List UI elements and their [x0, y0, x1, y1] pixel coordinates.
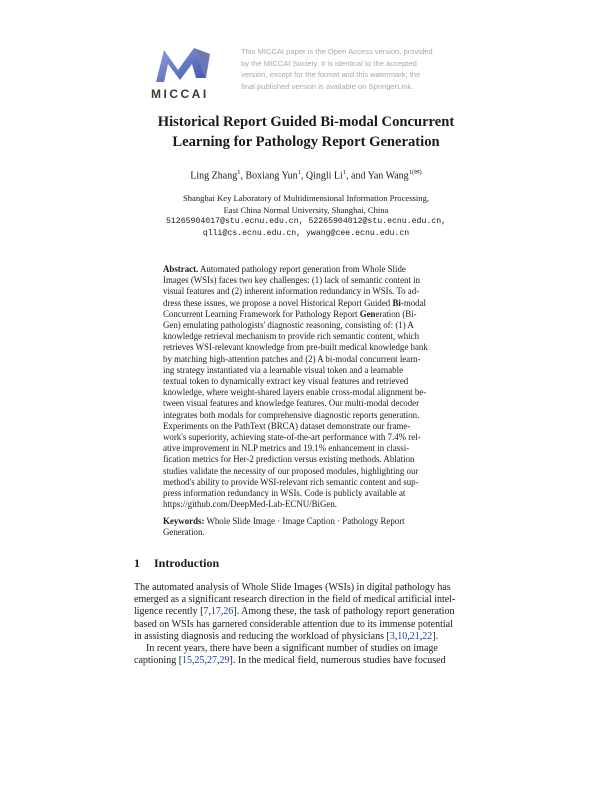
- body-line: The automated analysis of Whole Slide Images (WSIs) in digital pathology has: [134, 582, 451, 593]
- affiliation-line: East China Normal University, Shanghai, China: [223, 204, 389, 215]
- abstract-line: work's superiority, achieving state-of-the-art performance with 7.4% rel-: [163, 432, 421, 443]
- abstract-emphasis: Bi: [392, 297, 401, 308]
- citation-link[interactable]: 17: [210, 606, 221, 618]
- section-number: 1: [134, 556, 140, 570]
- body-text-run: ].: [432, 630, 439, 642]
- abstract-line: visual features and (2) inherent information redundancy in WSIs. To ad-: [163, 286, 420, 297]
- abstract-line: [163, 264, 453, 275]
- body-line: In recent years, there have been a significant number of studies on image: [146, 643, 438, 655]
- abstract-line: [163, 298, 453, 309]
- body-text-run: in assisting diagnosis and reducing the workload of physicians [: [134, 630, 390, 642]
- citation-link[interactable]: 3: [389, 630, 395, 642]
- citation-separator: ,: [394, 630, 398, 642]
- abstract-text: -modal: [400, 297, 426, 308]
- body-line: [134, 606, 480, 618]
- abstract-text: Automated pathology report generation from Whole Slide: [198, 264, 406, 274]
- notice-line: by the MICCAI Society. It is identical to the accepted: [241, 58, 417, 68]
- citation-link[interactable]: 7: [203, 606, 209, 618]
- code-link[interactable]: https://github.com/DeepMed-Lab-ECNU/BiGen.: [163, 499, 338, 510]
- author-separator: , and: [346, 170, 368, 182]
- keywords-label: Keywords:: [163, 516, 205, 526]
- abstract-line: method's ability to provide WSI-relevant rich semantic content and sup-: [163, 476, 419, 487]
- citation-link[interactable]: 21: [409, 630, 420, 642]
- abstract-line: Gen) emulating pathologists' diagnostic reasoning, consisting of: (1) A: [163, 320, 414, 331]
- citation-separator: ,: [208, 606, 211, 618]
- citation-separator: ,: [217, 655, 220, 667]
- citation-link[interactable]: 25: [194, 655, 205, 667]
- keywords-line: Generation.: [163, 527, 205, 538]
- author-separator: ,: [300, 170, 306, 182]
- email-line: qlli@cs.ecnu.edu.cn, ywang@cee.ecnu.edu.cn: [202, 228, 410, 238]
- author-name: Qingli Li: [305, 170, 343, 182]
- notice-line: final published version is available on SpringerLink.: [241, 81, 414, 91]
- citation-link[interactable]: 29: [219, 655, 230, 667]
- author-name: Boxiang Yun: [245, 170, 298, 182]
- author-affil-mark: 1: [342, 169, 347, 176]
- keywords-text: Whole Slide Image · Image Caption · Pathology Report: [204, 516, 405, 526]
- author-name: Ling Zhang: [190, 170, 238, 182]
- abstract-emphasis: Gen: [359, 308, 376, 319]
- citation-link[interactable]: 10: [397, 630, 408, 642]
- abstract-line: Images (WSIs) faces two key challenges: (1) lack of semantic content in: [163, 275, 421, 286]
- body-line: [134, 655, 480, 667]
- keywords-line: [163, 516, 453, 527]
- body-line: [134, 631, 480, 643]
- citation-separator: ,: [220, 606, 224, 618]
- abstract: [163, 264, 453, 510]
- abstract-line: knowledge retrieval mechanism to provide rich semantic content, which: [163, 331, 420, 342]
- body-text-run: ligence recently [: [134, 606, 204, 618]
- abstract-text: Concurrent Learning Framework for Pathology Report: [163, 308, 360, 319]
- abstract-line: integrates both modals for comprehensive diagnostic reports generation.: [163, 409, 420, 420]
- citation-separator: ,: [419, 630, 423, 642]
- abstract-label: Abstract.: [163, 264, 199, 274]
- author-list: [0, 168, 612, 181]
- abstract-line: ative improvement in NLP metrics and 19.1% enhancement in classi-: [163, 443, 410, 454]
- body-line: based on WSIs has garnered considerable attention due to its immense potential: [134, 618, 453, 630]
- abstract-line: textual token to dynamically extract key visual features and retrieved: [163, 376, 409, 387]
- affiliation-block: [0, 193, 612, 239]
- section-heading: [134, 556, 219, 571]
- abstract-text: eration (Bi-: [375, 308, 417, 319]
- body-text-run: ]. Among these, the task of pathology report generation: [233, 606, 455, 618]
- abstract-line: studies validate the necessity of our proposed modules, highlighting our: [163, 465, 419, 476]
- citation-separator: ,: [204, 655, 208, 667]
- notice-line: This MICCAI paper is the Open Access version, provided: [241, 47, 433, 56]
- citation-separator: ,: [407, 630, 410, 642]
- body-text: [134, 582, 480, 667]
- corresponding-author-mark: 1(✉): [408, 169, 422, 176]
- paper-title: [0, 112, 612, 152]
- author-affil-mark: 1: [297, 169, 301, 176]
- author-separator: ,: [240, 170, 246, 182]
- abstract-text: dress these issues, we propose a novel Historical Report Guided: [163, 297, 393, 308]
- section-title: Introduction: [154, 556, 220, 570]
- title-line: Historical Report Guided Bi-modal Concurrent: [157, 114, 455, 130]
- abstract-line: fication metrics for Her-2 prediction versus existing methods. Ablation: [163, 454, 415, 465]
- body-line: emerged as a significant research direction in the field of medical artificial intel-: [134, 594, 456, 606]
- abstract-line: press information redundancy in WSIs. Code is publicly available at: [163, 488, 406, 499]
- affiliation-line: Shanghai Key Laboratory of Multidimensional Information Processing,: [182, 193, 430, 203]
- citation-separator: ,: [192, 655, 195, 667]
- miccai-logo-text: MICCAI: [151, 87, 209, 101]
- abstract-line: ing strategy instantiated via a learnable visual token and a learnable: [163, 364, 404, 375]
- abstract-line: knowledge, where weight-shared layers enable cross-modal alignment be-: [163, 387, 427, 398]
- body-text-run: ]. In the medical field, numerous studies have focused: [229, 655, 446, 667]
- citation-link[interactable]: 15: [182, 655, 193, 667]
- citation-link[interactable]: 22: [422, 630, 433, 642]
- abstract-line: tween visual features and knowledge features. Our multi-modal decoder: [163, 398, 420, 409]
- author-name: Yan Wang: [367, 170, 409, 182]
- abstract-line: by matching high-attention patches and (2) A bi-modal concurrent learn-: [163, 353, 421, 364]
- body-text-run: captioning [: [134, 655, 183, 667]
- citation-link[interactable]: 26: [223, 606, 234, 618]
- email-line: 51265904017@stu.ecnu.edu.cn, 52265904012@stu.ecnu.edu.cn,: [165, 217, 447, 226]
- open-access-notice: [241, 46, 481, 92]
- author-affil-mark: 1: [237, 169, 241, 176]
- abstract-line: Experiments on the PathText (BRCA) dataset demonstrate our frame-: [163, 420, 411, 431]
- title-line: Learning for Pathology Report Generation: [172, 134, 440, 150]
- notice-line: version, except for the format and this watermark; the: [241, 70, 421, 80]
- keywords: [163, 516, 453, 538]
- abstract-line: retrieves WSI-relevant knowledge from pre-built medical knowledge bank: [163, 342, 428, 353]
- abstract-line: [163, 309, 453, 320]
- citation-link[interactable]: 27: [207, 655, 218, 667]
